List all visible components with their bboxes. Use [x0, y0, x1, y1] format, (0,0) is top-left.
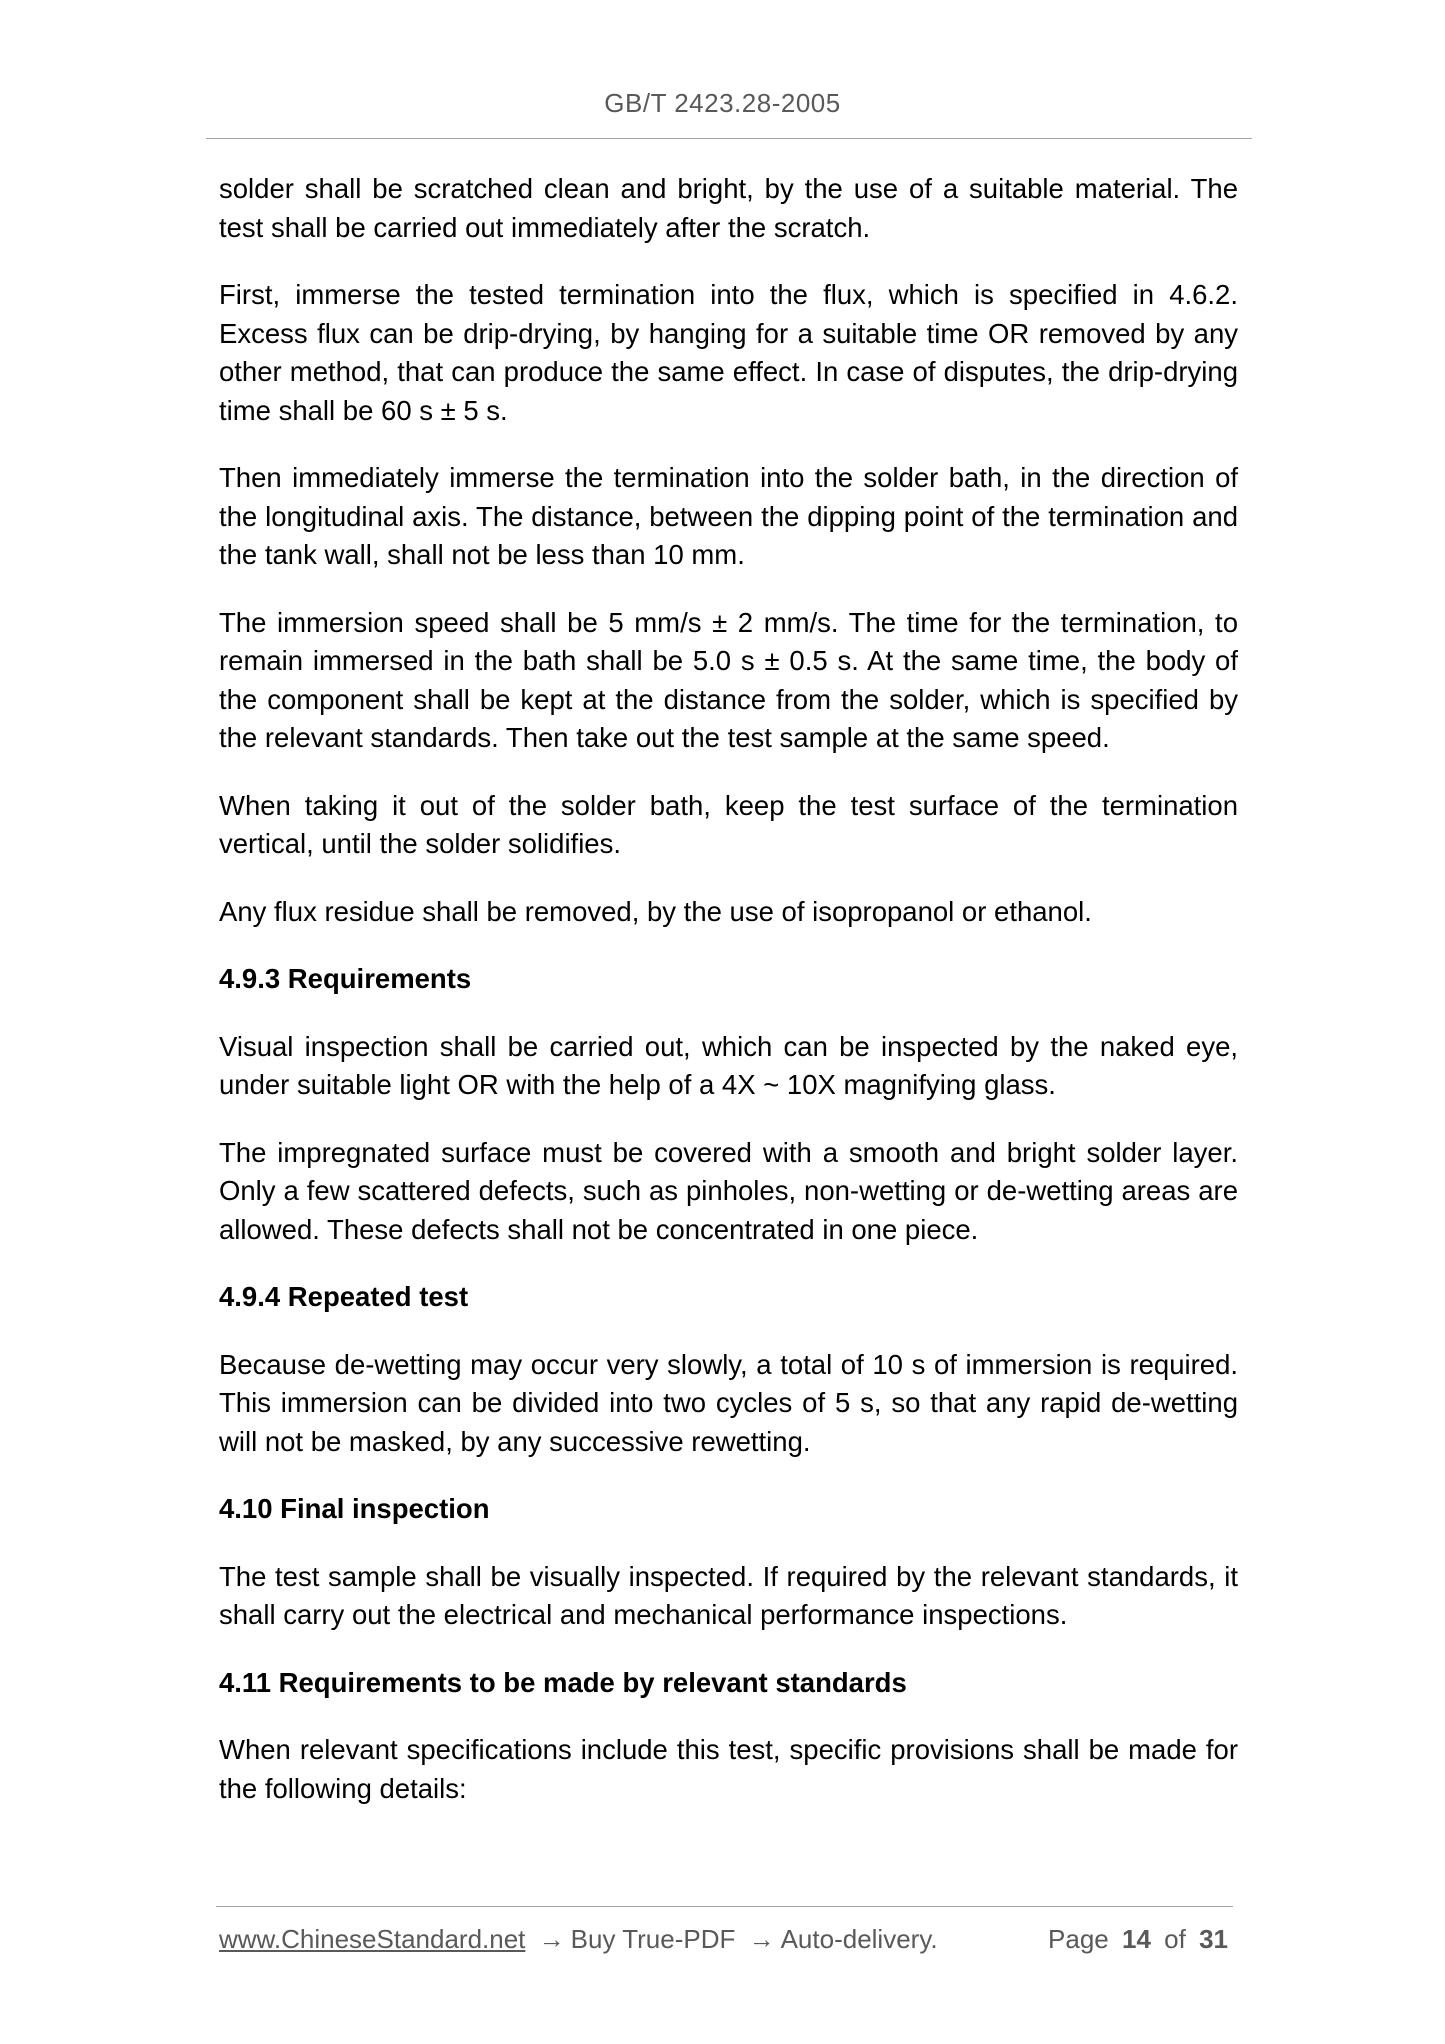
heading-4-11: 4.11 Requirements to be made by relevant standards — [219, 1666, 907, 1698]
page-number — [1048, 1924, 1234, 1955]
paragraph-scratch: solder shall be scratched clean and bright, by the use of a suitable material. The test shall be carried out immediately after the scratch. — [219, 173, 1238, 243]
paragraph-de-wetting: Because de-wetting may occur very slowly, a total of 10 s of immersion is required. This immersion can be divided into two cycles of 5 s, so that any rapid de-wetting will not be masked, by any successive rewetting. — [219, 1348, 1238, 1457]
paragraph-final-inspection: The test sample shall be visually inspected. If required by the relevant standards, it shall carry out the electrical and mechanical performance inspections. — [219, 1560, 1238, 1630]
total-pages: 31 — [1199, 1924, 1228, 1954]
arrow-right-icon: → — [748, 1924, 775, 1954]
footer-promo — [219, 1924, 938, 1955]
heading-4-9-4: 4.9.4 Repeated test — [219, 1281, 469, 1312]
current-page: 14 — [1122, 1924, 1151, 1954]
document-body — [219, 170, 1238, 1837]
buy-true-pdf-text: Buy True-PDF — [570, 1924, 736, 1954]
paragraph-visual-inspection: Visual inspection shall be carried out, which can be inspected by the naked eye, under suitable light OR with the help of a 4X ~ 10X magnifying glass. — [219, 1030, 1238, 1100]
heading-4-10: 4.10 Final inspection — [219, 1493, 490, 1524]
document-footer — [219, 1924, 1234, 1964]
paragraph-flux-residue: Any flux residue shall be removed, by the use of isopropanol or ethanol. — [219, 895, 1092, 927]
document-header: GB/T 2423.28-2005 — [604, 88, 841, 118]
page-label: Page — [1048, 1924, 1109, 1954]
arrow-right-icon: → — [538, 1924, 565, 1954]
paragraph-relevant-specs: When relevant specifications include this test, specific provisions shall be made for the following details: — [219, 1734, 1238, 1804]
website-link[interactable]: www.ChineseStandard.net — [219, 1924, 526, 1954]
page-of-label: of — [1164, 1924, 1186, 1954]
paragraph-immersion-speed: The immersion speed shall be 5 mm/s ± 2 mm/s. The time for the termination, to remain immersed in the bath shall be 5.0 s ± 0.5 s. At the same time, the body of the component shall be kept at the distance from the solder, which is specified by the relevant standards. Then take out the test sample at the same speed. — [219, 606, 1238, 753]
footer-divider — [216, 1906, 1233, 1907]
header-divider — [206, 138, 1252, 139]
paragraph-impregnated-surface: The impregnated surface must be covered with a smooth and bright solder layer. Only a few scattered defects, such as pinholes, non-wetting or de-wetting areas are allowed. These defects shall not be concentrated in one piece. — [219, 1136, 1238, 1245]
paragraph-take-out: When taking it out of the solder bath, keep the test surface of the termination vertical, until the solder solidifies. — [219, 789, 1238, 859]
auto-delivery-text: Auto-delivery. — [780, 1924, 938, 1954]
paragraph-flux: First, immerse the tested termination into the flux, which is specified in 4.6.2. Excess flux can be drip-drying, by hanging for a suitable time OR removed by any other method, that can produce the same effect. In case of disputes, the drip-drying time shall be 60 s ± 5 s. — [219, 279, 1238, 426]
paragraph-immerse: Then immediately immerse the termination into the solder bath, in the direction of the longitudinal axis. The distance, between the dipping point of the termination and the tank wall, shall not be less than 10 mm. — [219, 462, 1238, 570]
heading-4-9-3: 4.9.3 Requirements — [219, 963, 472, 994]
